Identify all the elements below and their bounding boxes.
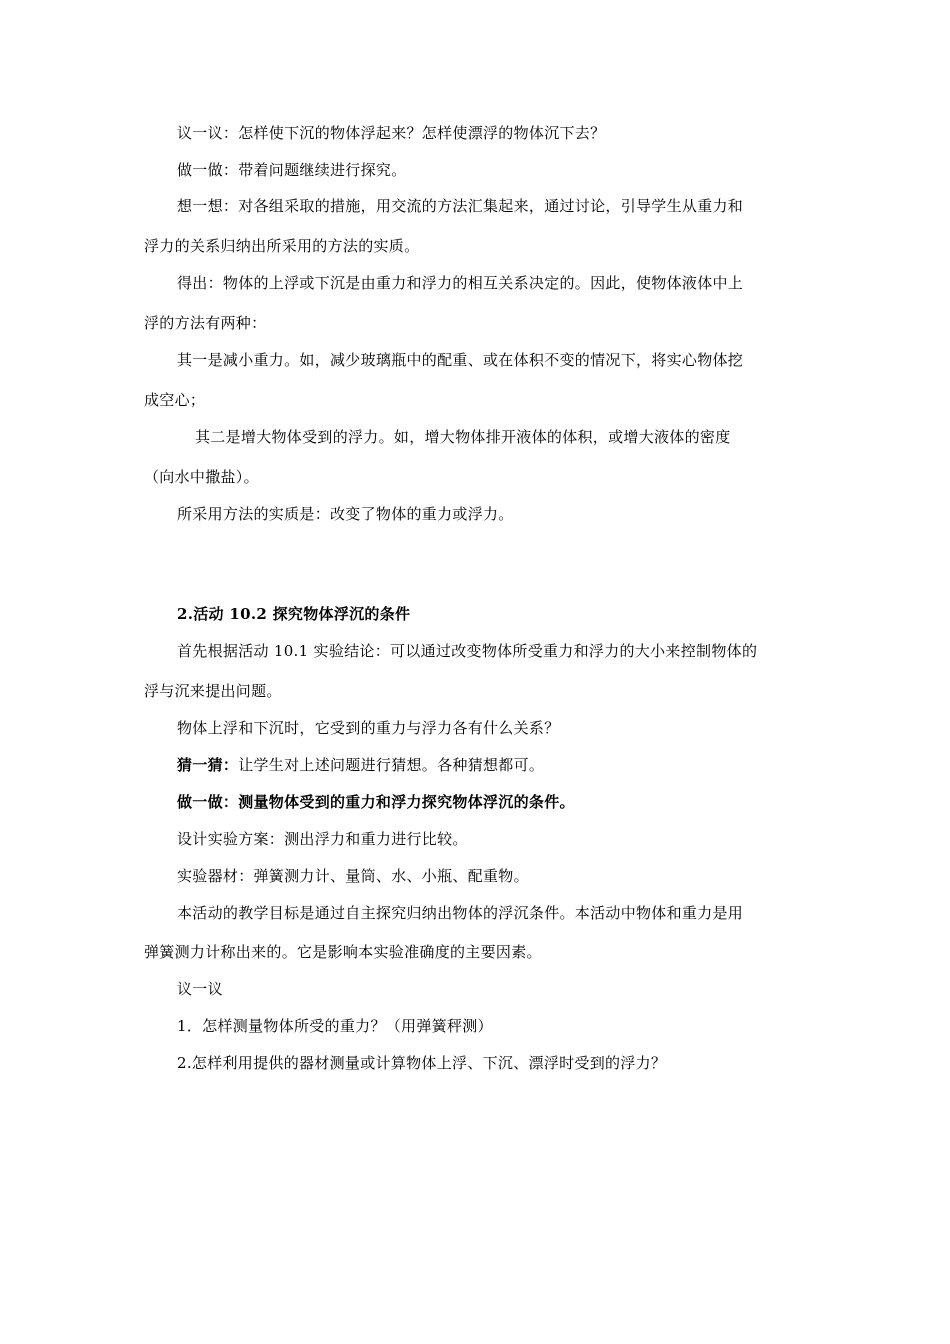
guess-label: 猜一猜： xyxy=(177,756,239,774)
question-1: 1．怎样测量物体所受的重力？（用弹簧秤测） xyxy=(177,1017,493,1035)
paragraph-essence: 所采用方法的实质是：改变了物体的重力或浮力。 xyxy=(177,505,514,523)
paragraph-intro-line1: 首先根据活动 10.1 实验结论：可以通过改变物体所受重力和浮力的大小来控制物体的 xyxy=(177,642,758,660)
paragraph-discuss-question: 议一议：怎样使下沉的物体浮起来？怎样使漂浮的物体沉下去？ xyxy=(177,124,606,142)
paragraph-guess xyxy=(177,755,544,775)
paragraph-method2-line1: 其二是增大物体受到的浮力。如，增大物体排开液体的体积，或增大液体的密度 xyxy=(195,428,731,446)
paragraph-think-line2: 浮力的关系归纳出所采用的方法的实质。 xyxy=(144,237,420,255)
paragraph-method2-line2: （向水中撒盐）。 xyxy=(144,468,259,486)
question-2: 2.怎样利用提供的器材测量或计算物体上浮、下沉、漂浮时受到的浮力？ xyxy=(177,1054,667,1072)
paragraph-question: 物体上浮和下沉时，它受到的重力与浮力各有什么关系？ xyxy=(177,719,560,737)
paragraph-conclusion-line2: 浮的方法有两种： xyxy=(144,314,267,332)
paragraph-design: 设计实验方案：测出浮力和重力进行比较。 xyxy=(177,830,468,848)
paragraph-intro-line2: 浮与沉来提出问题。 xyxy=(144,682,282,700)
section-heading: 2.活动 10.2 探究物体浮沉的条件 xyxy=(177,605,411,623)
paragraph-equipment: 实验器材：弹簧测力计、量筒、水、小瓶、配重物。 xyxy=(177,867,529,885)
paragraph-method1-line2: 成空心； xyxy=(144,391,206,409)
paragraph-discuss-label: 议一议 xyxy=(177,980,223,998)
paragraph-think-line1: 想一想：对各组采取的措施，用交流的方法汇集起来，通过讨论，引导学生从重力和 xyxy=(177,197,744,215)
guess-text: 让学生对上述问题进行猜想。各种猜想都可。 xyxy=(238,756,545,774)
paragraph-do-it: 做一做：带着问题继续进行探究。 xyxy=(177,161,407,179)
paragraph-goal-line2: 弹簧测力计称出来的。它是影响本实验准确度的主要因素。 xyxy=(144,943,542,961)
paragraph-do-measure: 做一做：测量物体受到的重力和浮力探究物体浮沉的条件。 xyxy=(177,793,575,811)
paragraph-goal-line1: 本活动的教学目标是通过自主探究归纳出物体的浮沉条件。本活动中物体和重力是用 xyxy=(177,904,744,922)
paragraph-conclusion-line1: 得出：物体的上浮或下沉是由重力和浮力的相互关系决定的。因此，使物体液体中上 xyxy=(177,274,744,292)
paragraph-method1-line1: 其一是减小重力。如，减少玻璃瓶中的配重、或在体积不变的情况下，将实心物体挖 xyxy=(177,351,744,369)
